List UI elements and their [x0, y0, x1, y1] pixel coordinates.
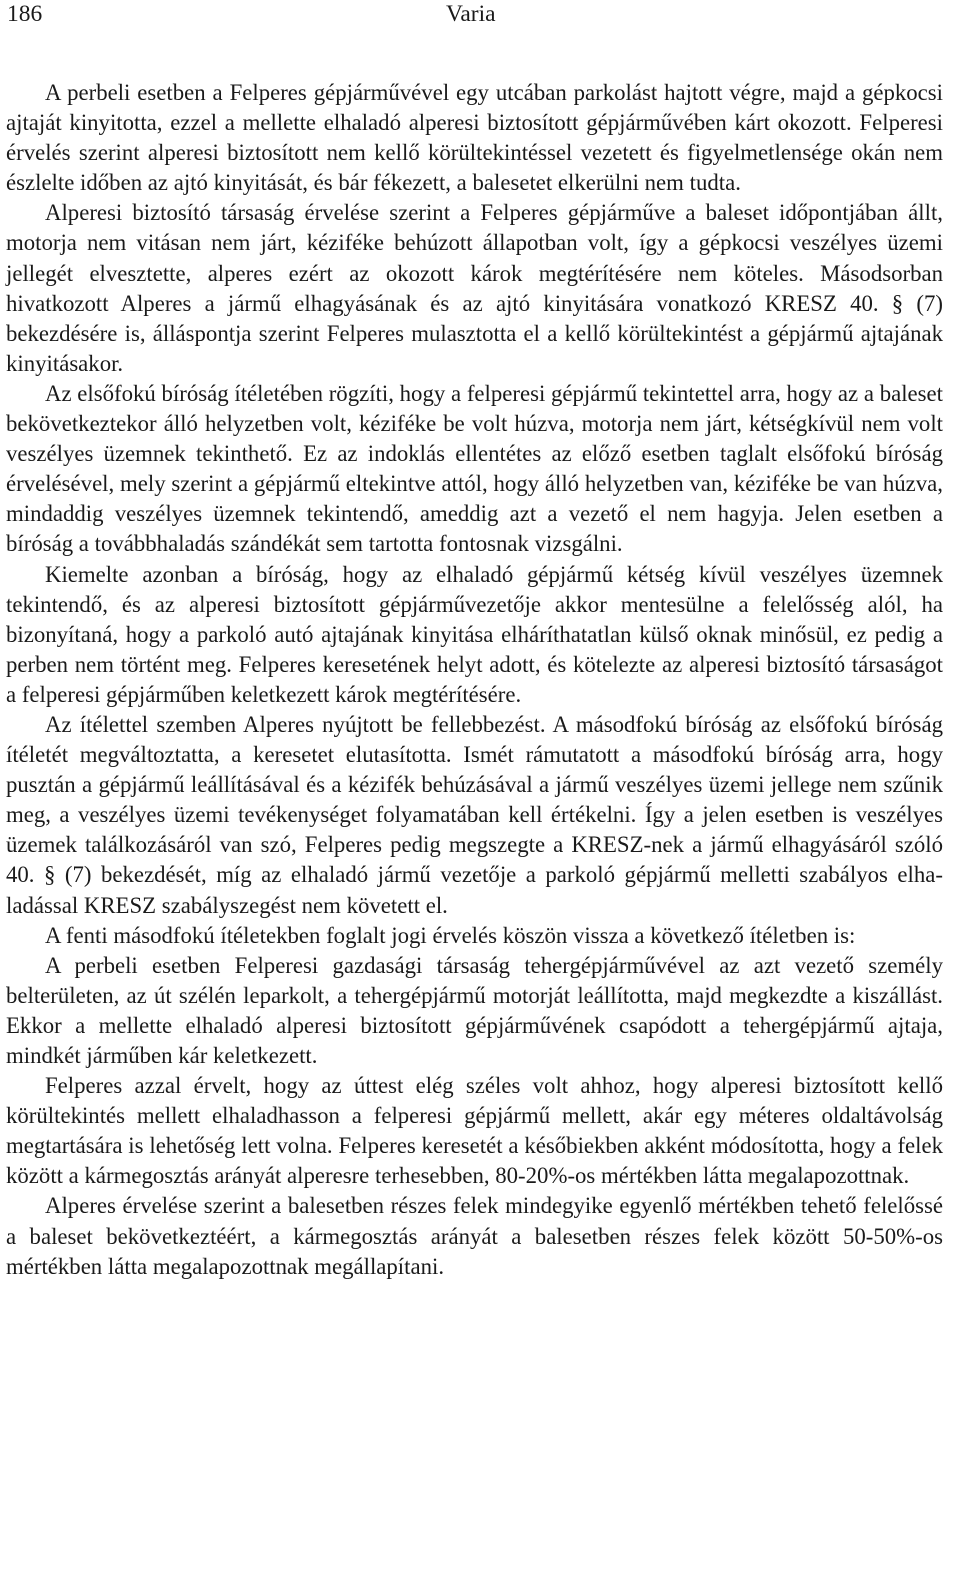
paragraph: A fenti másodfokú ítéletekben foglalt jogi érvelés köszön vissza a következő ítéletben is: — [45, 922, 856, 948]
paragraph: A perbeli esetben a Felperes gépjárművével egy utcában parkolást hajtott végre, majd a gépkocsi ajtaját kinyitotta, ezzel a mellette elhaladó alperesi biztosított gépjárművében kárt okozott. Felperesi érvelés szerint alperesi biztosított nem kellő körültekintéssel vezetett és figyelmetlensége okán nem észlelte időben az ajtó kinyitását, és bár fékezett, a balesetet elkerülni nem tudta. — [6, 80, 943, 196]
paragraph: Kiemelte azonban a bíróság, hogy az elhaladó gépjármű kétség kívül veszélyes üzemnek tekintendő, és az alperesi biztosított gépjárművezetője akkor mentesülne a felelősség alól, ha bizonyítaná, hogy a parkoló autó ajtajának kinyitása elháríthatatlan külső oknak minősül, ez pedig a perben nem történt meg. Felperes keresetének helyt adott, és kötelezte az alperesi biztosító társaságot a felperesi gépjárműben keletkezett károk megtérítésére. — [6, 561, 943, 707]
paragraph: A perbeli esetben Felperesi gazdasági társaság tehergépjárművével az azt vezető személy belterületen, az út szélén leparkolt, a tehergépjármű motorját leállította, majd megkezdte a kiszállást. Ekkor a mellette elhaladó alperesi biztosított gépjárművének csapódott a tehergépjármű ajtaja, mindkét járműben kár keletkezett. — [6, 952, 943, 1068]
running-head: Varia — [446, 1, 496, 27]
page-number: 186 — [7, 1, 43, 27]
paragraph: Felperes azzal érvelt, hogy az úttest elég széles volt ahhoz, hogy alperesi biztosított kellő körültekintés mellett elhaladhasson a felperesi gépjármű mellett, akár egy méteres oldaltávolság megtartására is lehetőség lett volna. Felperes keresetét a későbiekben akként módosította, hogy a felek között a kármegosztás arányát alperesre terhesebben, 80-20%-os mértékben látta megalapozottnak. — [6, 1073, 943, 1189]
paragraph: Alperesi biztosító társaság érvelése szerint a Felperes gépjárműve a baleset időpontjában állt, motorja nem vitásan nem járt, kézifékе behúzott állapotban volt, így a gépkocsi veszélyes üzemi jellegét elvesztette, alperes ezért az okozott károk megtérítésére nem köteles. Másodsorban hivatkozott Alperes a jármű elhagyásának és az ajtó kinyitására vonatkozó KRESZ 40. § (7) bekezdésére is, álláspontja szerint Felperes mulasztotta el a kellő körültekintést a gépjármű ajtajának kinyitásakor. — [6, 200, 943, 376]
article-body — [6, 78, 943, 1282]
paragraph: Az elsőfokú bíróság ítéletében rögzíti, hogy a felperesi gépjármű tekintettel arra, hogy az a baleset bekövetkeztekor álló helyzetben volt, kézifékе be volt húzva, motorja nem járt, kétségkívül nem volt veszélyes üzemnek tekinthető. Ez az indoklás ellentétes az előző esetben taglalt elsőfokú bíróság érvelésével, mely szerint a gépjármű eltekintve attól, hogy álló helyzetben van, kézifékе be van húzva, mindaddig veszélyes üzemnek tekintendő, ameddig azt a vezető el nem hagyja. Jelen esetben a bíróság a továbbhaladás szándékát sem tartotta fontosnak vizsgálni. — [6, 380, 943, 557]
page-header — [0, 0, 960, 36]
paragraph: Alperes érvelése szerint a balesetben részes felek mindegyike egyenlő mértékben tehető felelőssé a baleset bekövetkeztéért, a kármegosztás arányát a balesetben részes felek között 50-50%-os mértékben látta megalapozottnak megállapítani. — [6, 1193, 943, 1279]
paragraph: Az ítélettel szemben Alperes nyújtott be fellebbezést. A másodfokú bíróság az elsőfokú bíróság ítéletét megváltoztatta, a keresetet elutasította. Ismét rámutatott a másodfokú bíróság arra, hogy pusztán a gépjármű leállításával és a kézifék behúzásával a jármű veszélyes üzemi jellege nem szűnik meg, a veszélyes üzemi tevékenységet folyamatában kell értékelni. Így a jelen esetben is veszélyes üzemek találkozásáról van szó, Felperes pedig megszegte a KRESZ-nek a jármű elhagyásáról szóló 40. § (7) bekezdését, míg az elhaladó jármű vezetője a parkoló gépjármű melletti szabályos elhaladással KRESZ szabályszegést nem követett el. — [6, 711, 943, 918]
